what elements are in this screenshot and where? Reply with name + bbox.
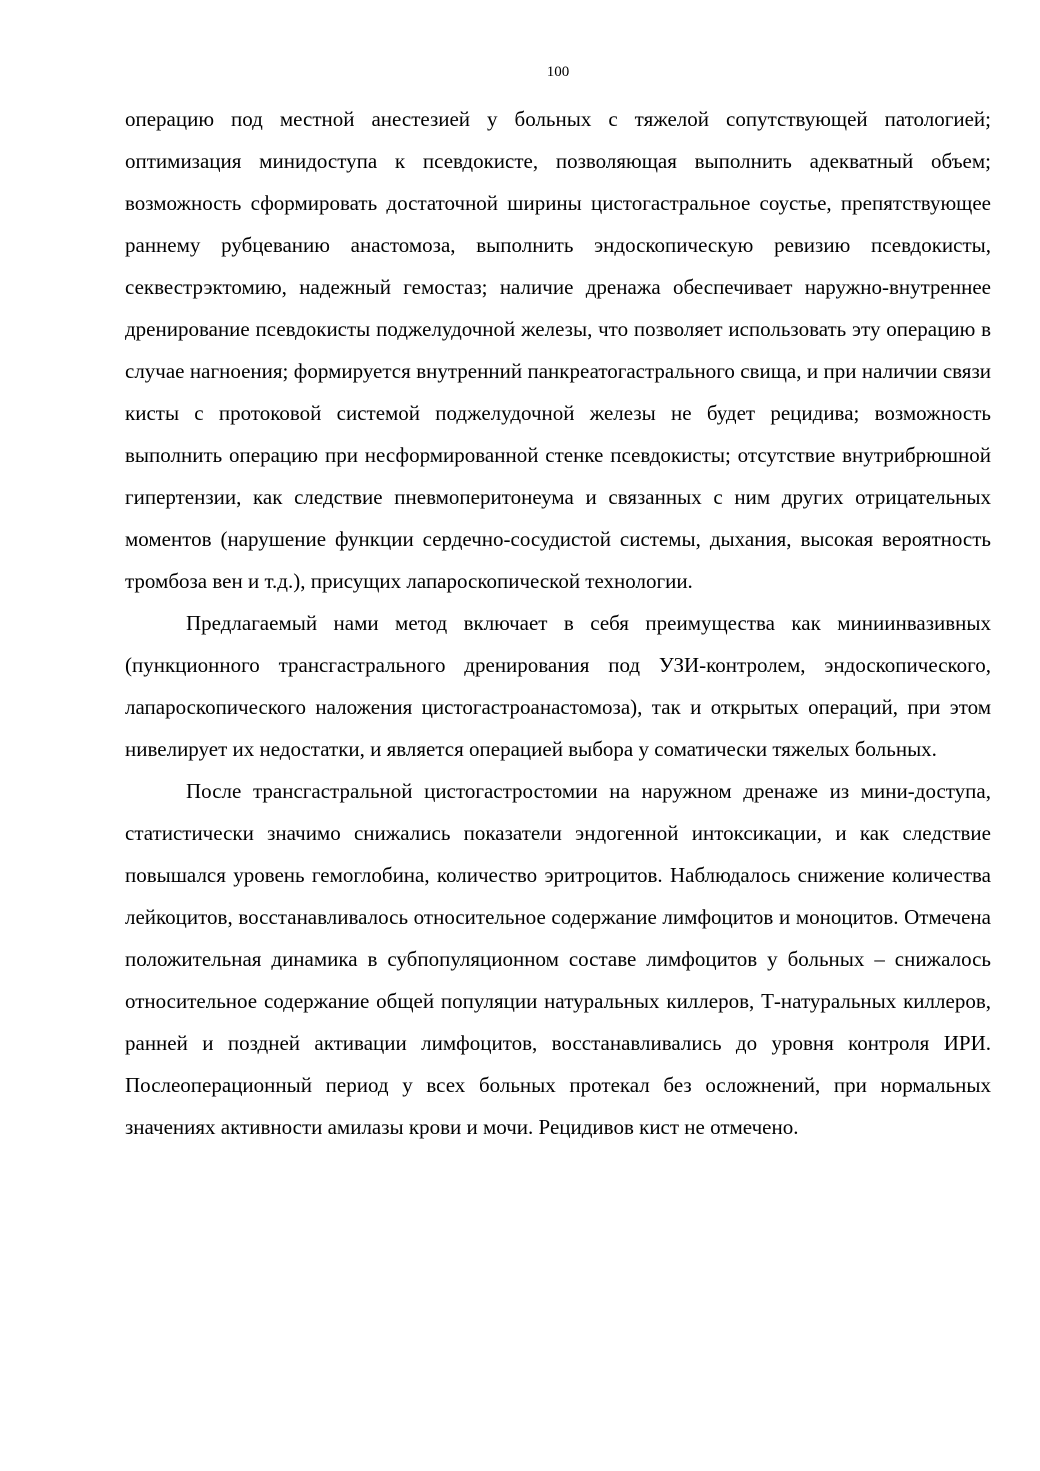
page-number: 100 [546, 64, 570, 80]
paragraph-2: Предлагаемый нами метод включает в себя преимущества как миниинвазивных (пункционного трансгастрального дренирования под УЗИ-контролем, эндоскопического, лапароскопического наложения цистогастроанастомоза), так и открытых операций, при этом нивелирует их недостатки, и является операцией выбора у соматически тяжелых больных. [125, 611, 991, 761]
document-body [125, 98, 991, 1148]
paragraph-3: После трансгастральной цистогастростомии на наружном дренаже из мини-доступа, статистически значимо снижались показатели эндогенной интоксикации, и как следствие повышался уровень гемоглобина, количество эритроцитов. Наблюдалось снижение количества лейкоцитов, восстанавливалось относительное содержание лимфоцитов и моноцитов. Отмечена положительная динамика в субпопуляционном составе лимфоцитов у больных – снижалось относительное содержание общей популяции натуральных киллеров, Т-натуральных киллеров, ранней и поздней активации лимфоцитов, восстанавливались до уровня контроля ИРИ. Послеоперационный период у всех больных протекал без осложнений, при нормальных значениях активности амилазы крови и мочи. Рецидивов кист не отмечено. [125, 779, 991, 1139]
paragraph-1: операцию под местной анестезией у больных с тяжелой сопутствующей патологией; оптимизация минидоступа к псевдокисте, позволяющая выполнить адекватный объем; возможность сформировать достаточной ширины цистогастральное соустье, препятствующее раннему рубцеванию анастомоза, выполнить эндоскопическую ревизию псевдокисты, секвестрэктомию, надежный гемостаз; наличие дренажа обеспечивает наружно-внутреннее дренирование псевдокисты поджелудочной железы, что позволяет использовать эту операцию в случае нагноения; формируется внутренний панкреатогастрального свища, и при наличии связи кисты с протоковой системой поджелудочной железы не будет рецидива; возможность выполнить операцию при несформированной стенке псевдокисты; отсутствие внутрибрюшной гипертензии, как следствие пневмоперитонеума и связанных с ним других отрицательных моментов (нарушение функции сердечно-сосудистой системы, дыхания, высокая вероятность тромбоза вен и т.д.), присущих лапароскопической технологии. [125, 107, 991, 593]
